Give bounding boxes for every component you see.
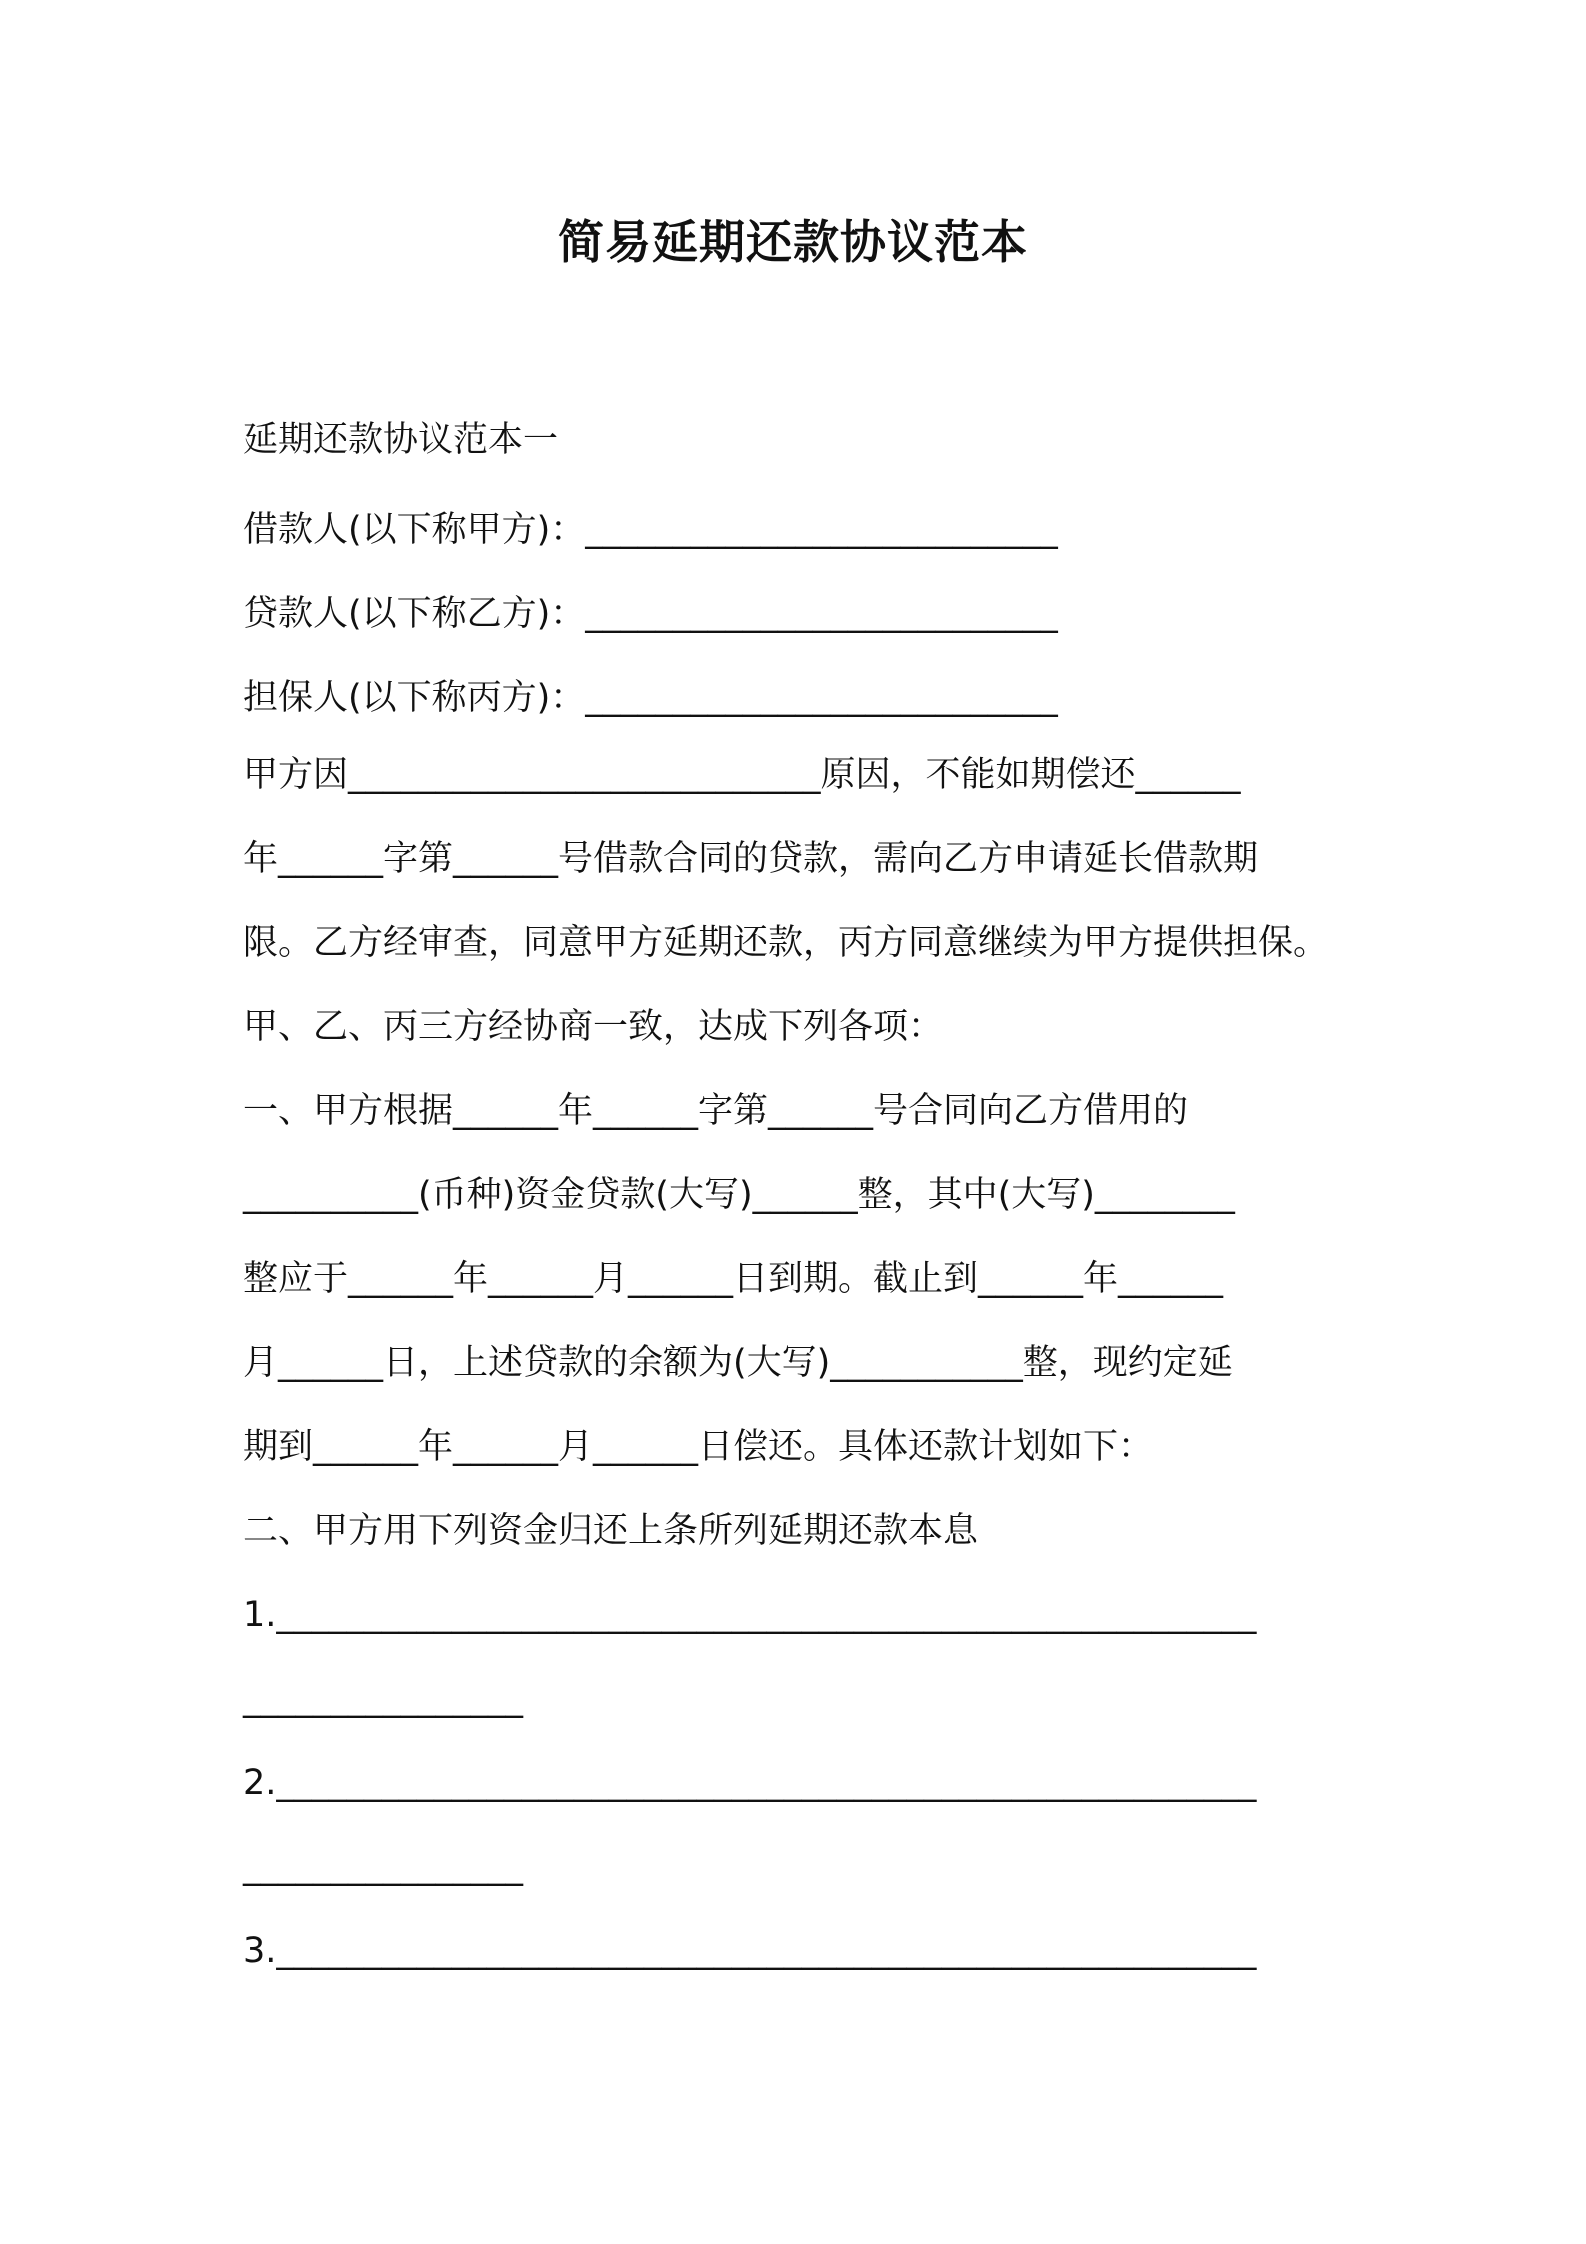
repayment-item-1: 1.________________________________________________________ <box>243 1595 1257 1635</box>
repayment-item-3: 3.________________________________________________________ <box>243 1931 1257 1971</box>
clause-one-line: __________(币种)资金贷款(大写)______整，其中(大写)________ <box>243 1175 1235 1215</box>
repayment-item-1-cont: ________________ <box>243 1679 523 1719</box>
clause-one-line: 一、甲方根据______年______字第______号合同向乙方借用的 <box>243 1091 1189 1131</box>
clause-one-line: 整应于______年______月______日到期。截止到______年______ <box>243 1259 1224 1299</box>
paragraph-line: 年______字第______号借款合同的贷款，需向乙方申请延长借款期 <box>243 839 1259 879</box>
document-title: 简易延期还款协议范本 <box>558 215 1028 269</box>
borrower-field: 借款人(以下称甲方)：___________________________ <box>243 510 1058 550</box>
guarantor-field: 担保人(以下称丙方)：___________________________ <box>243 678 1058 718</box>
paragraph-line: 甲、乙、丙三方经协商一致，达成下列各项： <box>243 1007 944 1047</box>
repayment-item-2: 2.________________________________________________________ <box>243 1763 1257 1803</box>
repayment-item-2-cont: ________________ <box>243 1847 523 1887</box>
lender-field: 贷款人(以下称乙方)：___________________________ <box>243 594 1058 634</box>
paragraph-line: 限。乙方经审查，同意甲方延期还款，丙方同意继续为甲方提供担保。 <box>243 923 1329 963</box>
paragraph-line: 甲方因___________________________原因，不能如期偿还______ <box>243 755 1241 795</box>
clause-one-line: 月______日，上述贷款的余额为(大写)___________整，现约定延 <box>243 1343 1233 1383</box>
section-heading: 延期还款协议范本一 <box>243 420 559 460</box>
clause-one-line: 期到______年______月______日偿还。具体还款计划如下： <box>243 1427 1154 1467</box>
clause-two-heading: 二、甲方用下列资金归还上条所列延期还款本息 <box>243 1511 979 1551</box>
